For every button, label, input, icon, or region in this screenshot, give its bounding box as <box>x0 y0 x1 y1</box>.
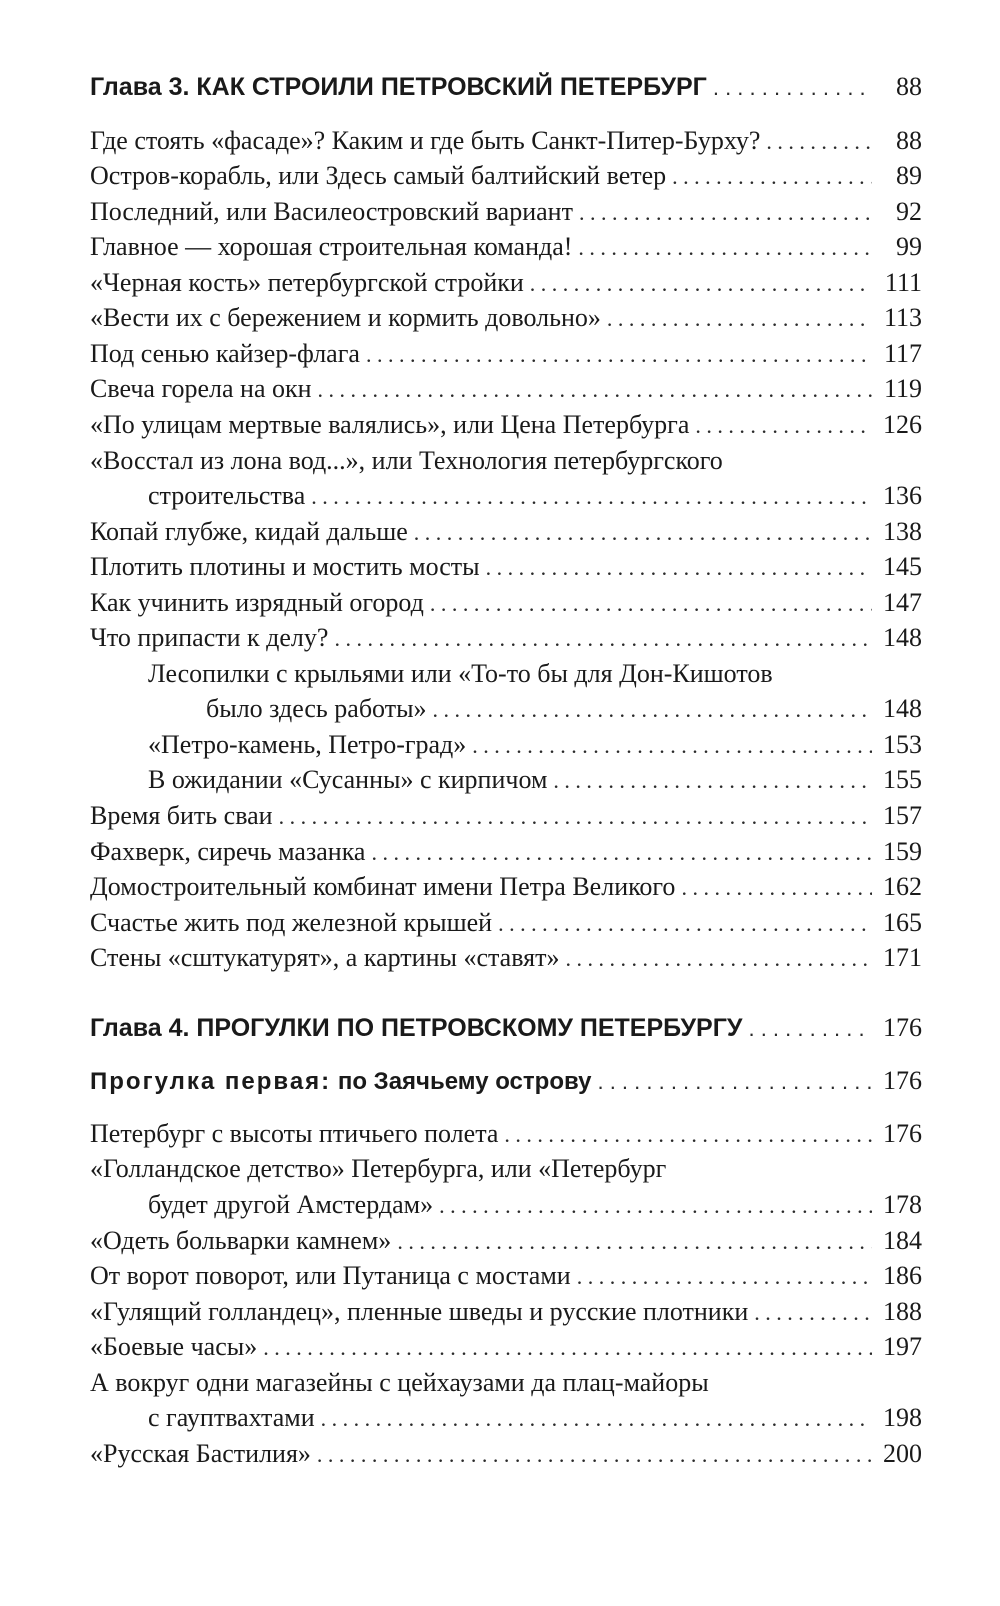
entry-title: Последний, или Василеостровский вариант <box>90 197 573 226</box>
toc-entry <box>148 1401 922 1436</box>
dot-leader <box>486 550 872 585</box>
dot-leader <box>321 1401 872 1436</box>
entry-title: Домостроительный комбинат имени Петра Великого <box>90 872 676 901</box>
walk-title <box>90 1065 591 1099</box>
chapter-title: Глава 4. ПРОГУЛКИ ПО ПЕТРОВСКОМУ ПЕТЕРБУРГУ <box>90 1014 743 1042</box>
entry-title: Петербург с высоты птичьего полета <box>90 1119 499 1148</box>
toc-entry <box>90 195 922 230</box>
dot-leader <box>565 941 872 976</box>
entry-title: Где стоять «фасаде»? Каким и где быть Санкт-Питер-Бурху? <box>90 126 761 155</box>
dot-leader <box>597 1065 872 1099</box>
entry-title: «Гулящий голландец», пленные шведы и русские плотники <box>90 1297 749 1326</box>
page-number: 162 <box>883 872 922 901</box>
dot-leader <box>318 372 872 407</box>
toc-entry <box>90 337 922 372</box>
toc-entry <box>90 1330 922 1365</box>
dot-leader <box>578 230 872 265</box>
entry-title-line: Лесопилки с крыльями или «То-то бы для Дон-Кишотов <box>148 659 773 688</box>
entry-title: Свеча горела на окн <box>90 374 312 403</box>
entry-title: Время бить сваи <box>90 801 273 830</box>
entry-title: «Вести их с бережением и кормить довольно» <box>90 303 601 332</box>
toc-entry <box>148 728 922 763</box>
entry-title: Стены «сштукатурят», а картины «ставят» <box>90 943 560 972</box>
page-number: 171 <box>883 943 922 972</box>
chapter-4-heading <box>90 1011 922 1046</box>
page-number: 117 <box>883 339 922 368</box>
toc-entry <box>90 1259 922 1294</box>
toc-entry <box>90 159 922 194</box>
entry-title: было здесь работы» <box>206 694 427 723</box>
entry-title-line: «Восстал из лона вод...», или Технология петербургского <box>90 446 723 475</box>
walk-name: по Заячьему острову <box>337 1068 592 1095</box>
entry-title: Плотить плотины и мостить мосты <box>90 552 480 581</box>
toc-entry <box>90 870 922 905</box>
entry-title: Остров-корабль, или Здесь самый балтийский ветер <box>90 161 667 190</box>
entry-title: с гауптвахтами <box>148 1403 315 1432</box>
toc-entry <box>148 479 922 514</box>
toc-entry <box>90 835 922 870</box>
dot-leader <box>579 195 872 230</box>
entry-title: В ожидании «Сусанны» с кирпичом <box>148 765 548 794</box>
entry-title-line: «Голландское детство» Петербурга, или «Петербург <box>90 1154 667 1183</box>
walk-1-heading <box>90 1064 922 1099</box>
dot-leader <box>317 1437 872 1472</box>
entry-title: От ворот поворот, или Путаница с мостами <box>90 1261 571 1290</box>
toc-entry <box>90 124 922 159</box>
toc-entry <box>90 941 922 976</box>
toc-entry <box>90 515 922 550</box>
toc-entry <box>90 301 922 336</box>
entry-title: «Петро-камень, Петро-град» <box>148 730 467 759</box>
chapter-title: Глава 3. КАК СТРОИЛИ ПЕТРОВСКИЙ ПЕТЕРБУРГ <box>90 73 707 101</box>
page-number: 126 <box>883 410 922 439</box>
entry-title: «Черная кость» петербургской стройки <box>90 268 524 297</box>
page-number: 111 <box>884 268 922 297</box>
page-number: 138 <box>883 517 922 546</box>
dot-leader <box>371 835 872 870</box>
page-number: 155 <box>883 765 922 794</box>
entry-title: строительства <box>148 481 306 510</box>
page-number: 147 <box>883 588 922 617</box>
dot-leader <box>366 337 872 372</box>
page-number: 92 <box>896 197 922 226</box>
dot-leader <box>397 1224 872 1259</box>
page-number: 88 <box>896 72 922 101</box>
entry-title: будет другой Амстердам» <box>148 1190 434 1219</box>
toc-entry <box>206 692 922 727</box>
toc-entry <box>90 1224 922 1259</box>
entry-title: Фахверк, сиречь мазанка <box>90 837 366 866</box>
dot-leader <box>498 906 872 941</box>
dot-leader <box>695 408 872 443</box>
page-number: 176 <box>883 1119 922 1148</box>
dot-leader <box>504 1117 872 1152</box>
entry-title: Счастье жить под железной крышей <box>90 908 493 937</box>
page-number: 176 <box>883 1066 922 1095</box>
page-number: 186 <box>883 1261 922 1290</box>
dot-leader <box>530 266 872 301</box>
page-number: 198 <box>883 1403 922 1432</box>
dot-leader <box>748 1011 872 1046</box>
entry-title: Как учинить изрядный огород <box>90 588 424 617</box>
dot-leader <box>430 586 872 621</box>
page-number: 148 <box>883 623 922 652</box>
toc-entry <box>90 230 922 265</box>
dot-leader <box>414 515 872 550</box>
dot-leader <box>472 728 872 763</box>
dot-leader <box>439 1188 872 1223</box>
page-number: 153 <box>883 730 922 759</box>
dot-leader <box>311 479 872 514</box>
walk-prefix: Прогулка первая: <box>90 1068 332 1095</box>
entry-title: «По улицам мертвые валялись», или Цена Петербурга <box>90 410 690 439</box>
entry-title-line: А вокруг одни магазейны с цейхаузами да плац-майоры <box>90 1368 709 1397</box>
page-number: 165 <box>883 908 922 937</box>
toc-entry <box>90 1295 922 1330</box>
entry-title: Что припасти к делу? <box>90 623 329 652</box>
dot-leader <box>553 763 872 798</box>
dot-leader <box>713 70 872 105</box>
page-number: 197 <box>883 1332 922 1361</box>
page-number: 88 <box>896 126 922 155</box>
dot-leader <box>672 159 872 194</box>
page-number: 148 <box>883 694 922 723</box>
entry-title: «Русская Бастилия» <box>90 1439 311 1468</box>
dot-leader <box>607 301 872 336</box>
page-number: 136 <box>883 481 922 510</box>
dot-leader <box>334 621 872 656</box>
dot-leader <box>263 1330 872 1365</box>
toc-entry <box>148 1188 922 1223</box>
dot-leader <box>754 1295 872 1330</box>
toc-entry <box>90 1437 922 1472</box>
entry-title: Главное — хорошая строительная команда! <box>90 232 573 261</box>
page-number: 113 <box>883 303 922 332</box>
dot-leader <box>766 124 872 159</box>
page-number: 159 <box>883 837 922 866</box>
page-number: 176 <box>883 1013 922 1042</box>
page-number: 119 <box>883 374 922 403</box>
page-number: 99 <box>896 232 922 261</box>
toc-entry <box>90 906 922 941</box>
dot-leader <box>433 692 872 727</box>
entry-title: «Одеть больварки камнем» <box>90 1226 392 1255</box>
page-number: 157 <box>883 801 922 830</box>
toc-entry <box>90 550 922 585</box>
page-number: 184 <box>883 1226 922 1255</box>
toc-entry <box>90 1117 922 1152</box>
toc-entry <box>90 266 922 301</box>
page-number: 178 <box>883 1190 922 1219</box>
toc-entry <box>90 586 922 621</box>
toc-entry <box>90 408 922 443</box>
page-number: 188 <box>883 1297 922 1326</box>
toc-entry <box>90 799 922 834</box>
toc-entry <box>90 372 922 407</box>
dot-leader <box>577 1259 872 1294</box>
entry-title: Под сенью кайзер-флага <box>90 339 360 368</box>
page-number: 145 <box>883 552 922 581</box>
toc-entry <box>90 621 922 656</box>
entry-title: «Боевые часы» <box>90 1332 258 1361</box>
dot-leader <box>279 799 872 834</box>
page-number: 200 <box>883 1439 922 1468</box>
dot-leader <box>681 870 872 905</box>
page-number: 89 <box>896 161 922 190</box>
toc-entry <box>148 763 922 798</box>
chapter-3-heading <box>90 70 922 105</box>
entry-title: Копай глубже, кидай дальше <box>90 517 408 546</box>
